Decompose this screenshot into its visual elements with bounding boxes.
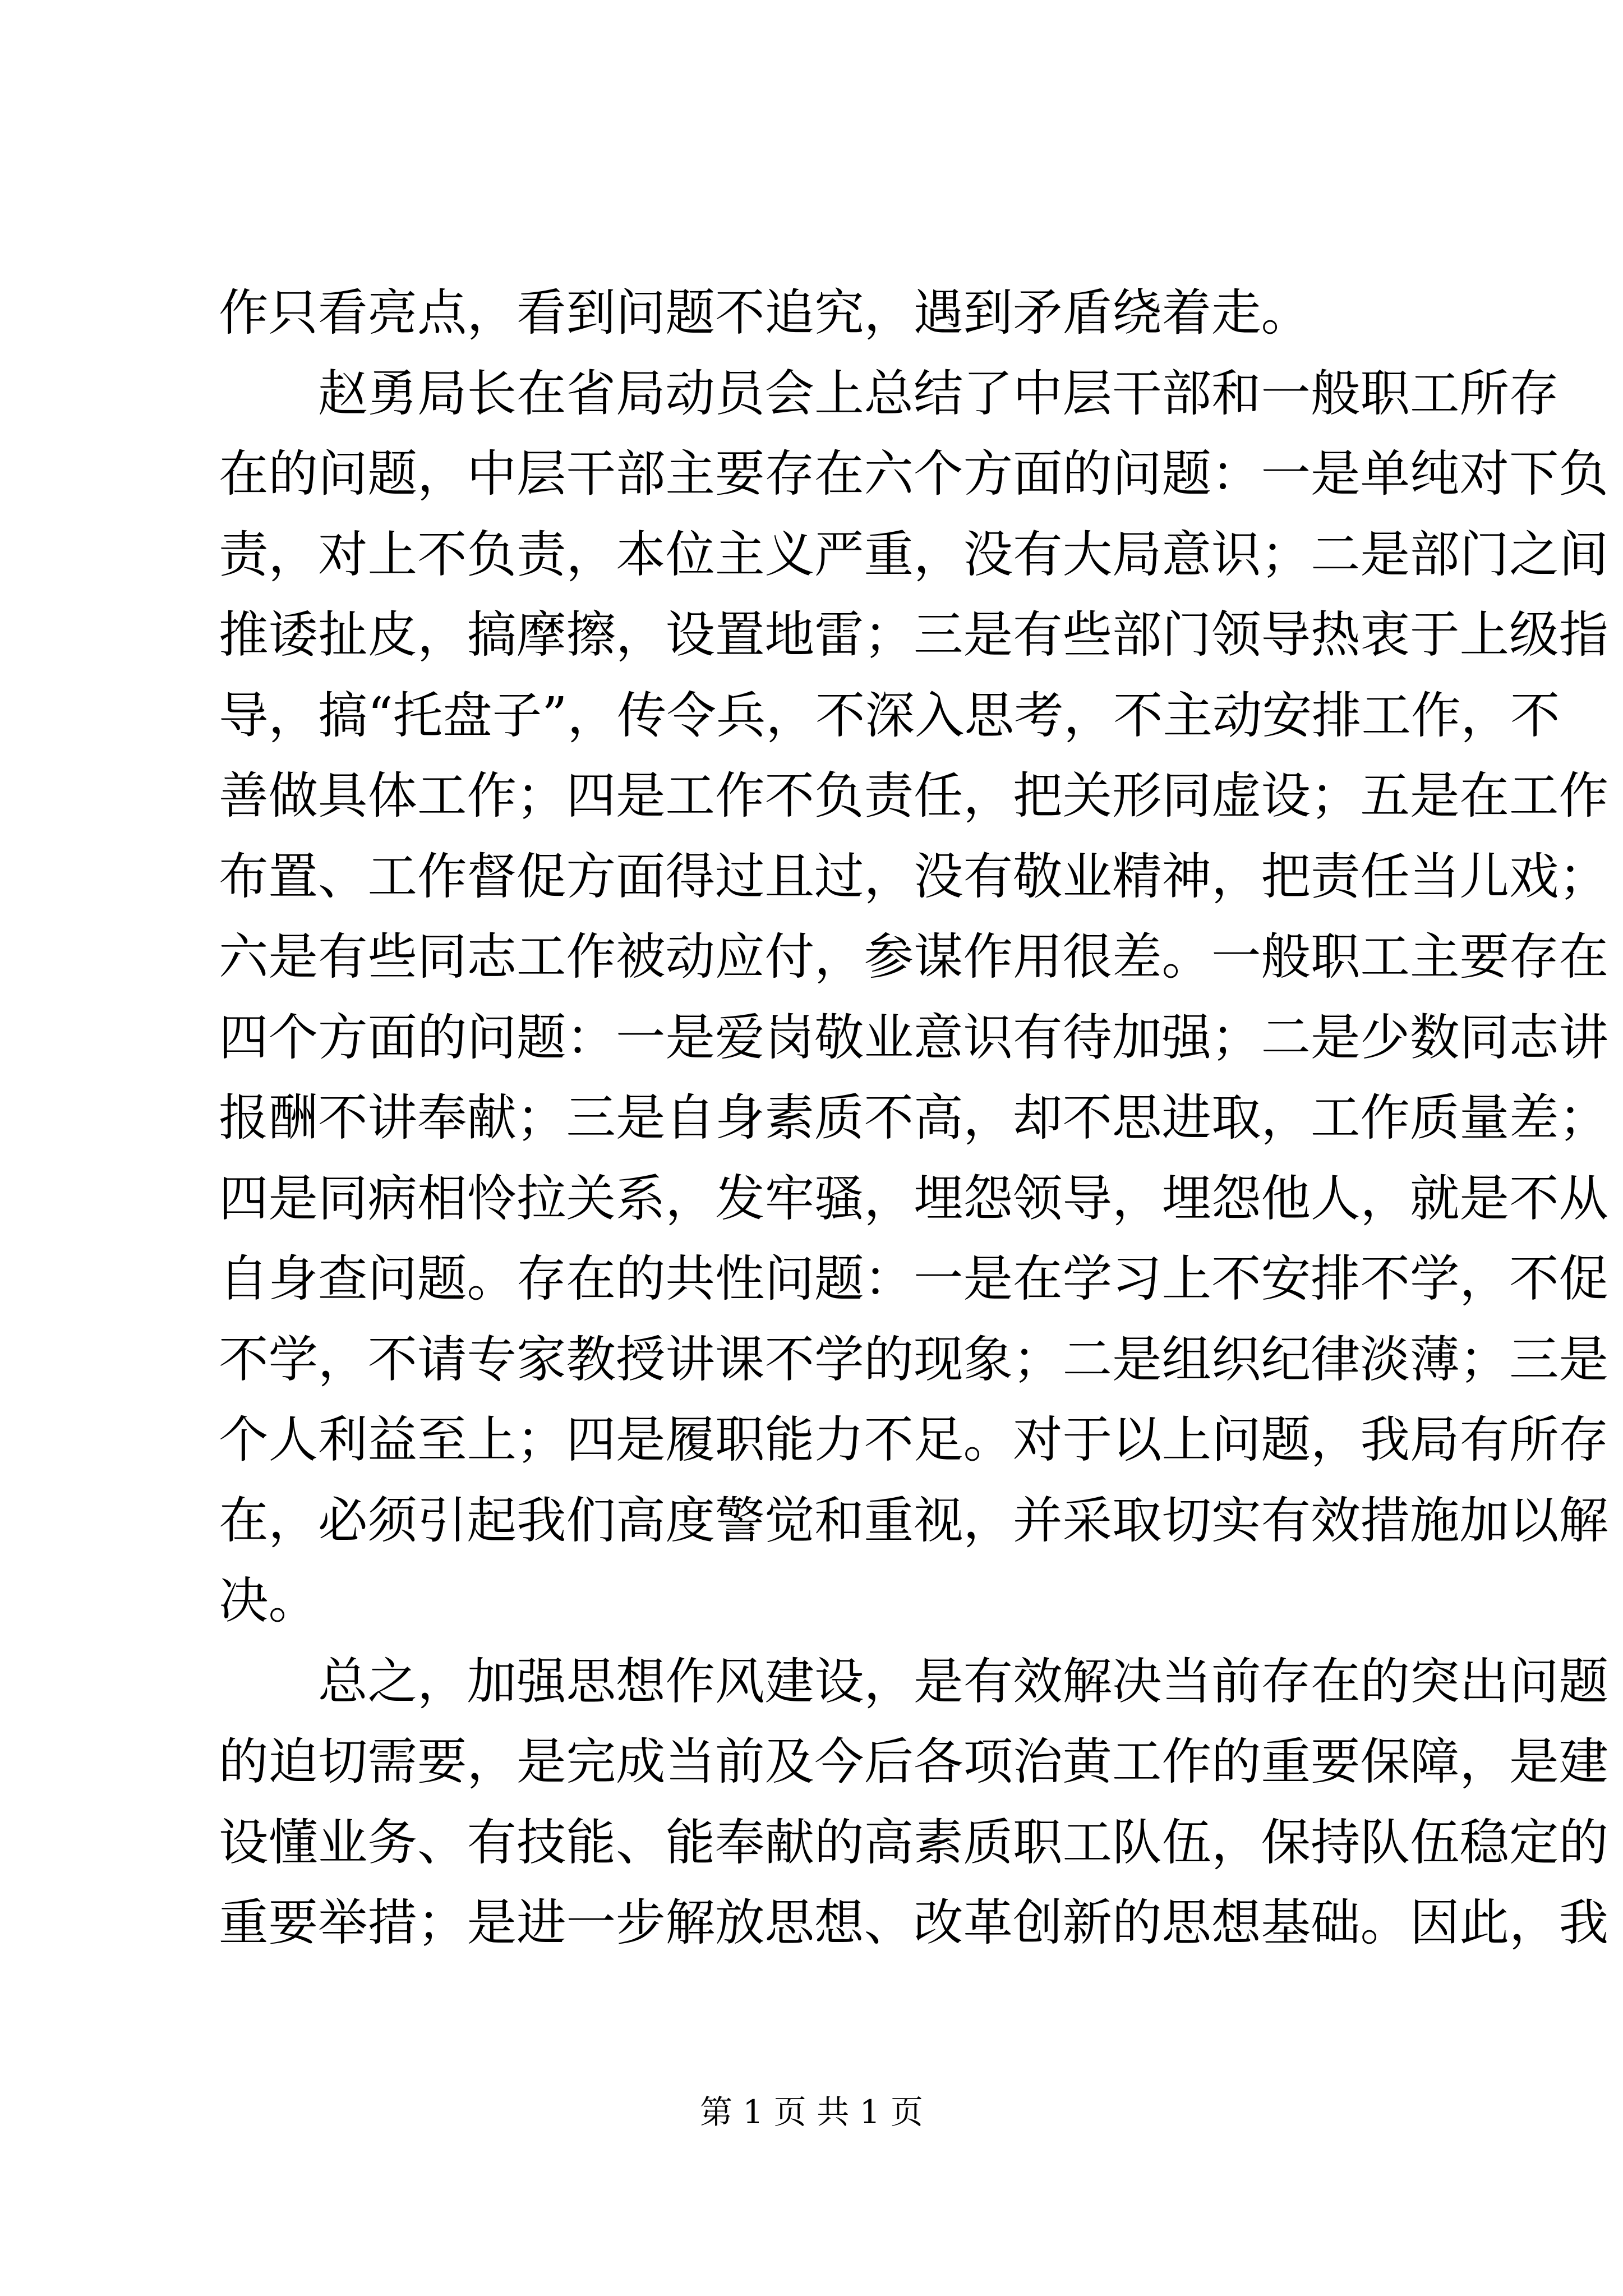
text-line: 导，搞“托盘子”，传令兵，不深入思考，不主动安排工作，不 — [219, 686, 1560, 744]
text-line: 善做具体工作；四是工作不负责任，把关形同虚设；五是在工作 — [219, 767, 1609, 825]
text-line: 决。 — [219, 1572, 319, 1630]
text-line: 的迫切需要，是完成当前及今后各项治黄工作的重要保障，是建 — [219, 1733, 1609, 1791]
paragraph-continuation — [219, 273, 1410, 353]
text-line: 四是同病相怜拉关系，发牢骚，埋怨领导，埋怨他人，就是不从 — [219, 1169, 1609, 1227]
text-line: 总之，加强思想作风建设，是有效解决当前存在的突出问题 — [318, 1652, 1609, 1710]
text-line: 布置、工作督促方面得过且过，没有敬业精神，把责任当儿戏； — [219, 847, 1609, 905]
text-line: 推诿扯皮，搞摩擦，设置地雷；三是有些部门领导热衷于上级指 — [219, 606, 1609, 664]
text-line: 自身查问题。存在的共性问题：一是在学习上不安排不学，不促 — [219, 1250, 1609, 1308]
page-footer — [0, 2090, 1623, 2134]
text-line: 报酬不讲奉献；三是自身素质不高，却不思进取，工作质量差； — [219, 1089, 1609, 1147]
text-line: 责，对上不负责，本位主义严重，没有大局意识；二是部门之间 — [219, 525, 1609, 583]
text-line: 在，必须引起我们高度警觉和重视，并采取切实有效措施加以解 — [219, 1491, 1609, 1549]
text-line: 四个方面的问题：一是爱岗敬业意识有待加强；二是少数同志讲 — [219, 1008, 1609, 1066]
text-line: 不学，不请专家教授讲课不学的现象；二是组织纪律淡薄；三是 — [219, 1330, 1609, 1388]
page-body — [219, 273, 1609, 1963]
text-line: 在的问题，中层干部主要存在六个方面的问题：一是单纯对下负 — [219, 445, 1609, 503]
text-line: 赵勇局长在省局动员会上总结了中层干部和一般职工所存 — [318, 364, 1559, 422]
text-line: 个人利益至上；四是履职能力不足。对于以上问题，我局有所存 — [219, 1411, 1609, 1469]
paragraph-problems-summary — [219, 353, 1609, 1641]
text-line: 重要举措；是进一步解放思想、改革创新的思想基础。因此，我 — [219, 1894, 1609, 1952]
text-line: 设懂业务、有技能、能奉献的高素质职工队伍，保持队伍稳定的 — [219, 1813, 1609, 1871]
page-number-label: 第 1 页 共 1 页 — [700, 2093, 923, 2131]
text-line: 六是有些同志工作被动应付，参谋作用很差。一般职工主要存在 — [219, 928, 1609, 986]
paragraph-conclusion — [219, 1641, 1609, 1963]
text-line: 作只看亮点，看到问题不追究，遇到矛盾绕着走。 — [219, 284, 1311, 342]
